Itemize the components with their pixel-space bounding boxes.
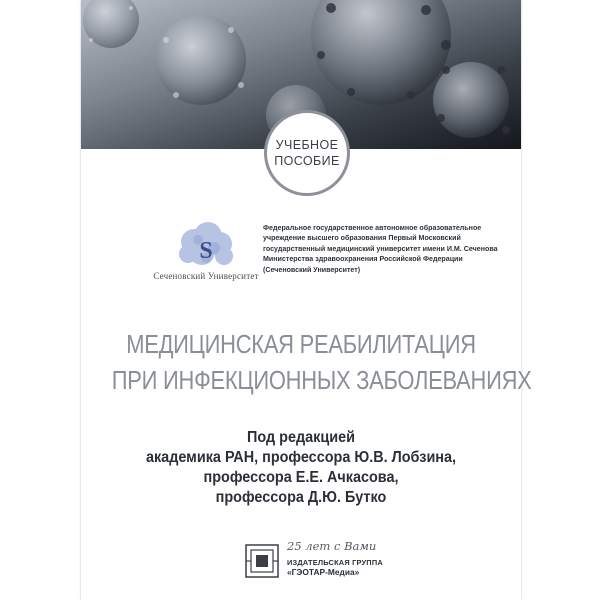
university-caption: Сеченовский Университет xyxy=(153,271,259,281)
book-cover xyxy=(81,0,532,600)
book-title xyxy=(81,327,532,399)
tree-logo-icon xyxy=(174,222,238,270)
institution-block xyxy=(263,223,498,275)
editors-line: профессора Д.Ю. Бутко xyxy=(215,489,387,506)
logo-letter: S xyxy=(199,238,213,264)
publisher-anniversary: 25 лет с Вами xyxy=(287,539,377,553)
badge-line-2: ПОСОБИЕ xyxy=(274,154,340,168)
institution-line: государственный медицинский университет имени И.М. Сеченова xyxy=(263,244,498,253)
editors-line: Под редакцией xyxy=(247,429,355,446)
publisher-block xyxy=(245,540,395,580)
editors-block xyxy=(81,428,521,508)
editors-line: академика РАН, профессора Ю.В. Лобзина, xyxy=(145,449,457,466)
publisher-name: «ГЭОТАР-Медиа» xyxy=(287,567,360,577)
publisher-logo-icon xyxy=(245,544,279,578)
badge-line-1: УЧЕБНОЕ xyxy=(275,138,339,152)
title-line-2: ПРИ ИНФЕКЦИОННЫХ ЗАБОЛЕВАНИЯХ xyxy=(111,367,532,395)
textbook-badge xyxy=(264,110,350,196)
title-line-1: МЕДИЦИНСКАЯ РЕАБИЛИТАЦИЯ xyxy=(126,331,476,359)
institution-line: Министерства здравоохранения Российской Федерации xyxy=(263,255,463,264)
editors-line: профессора Е.Е. Ачкасова, xyxy=(203,469,399,486)
university-logo xyxy=(146,222,266,284)
publisher-group: ИЗДАТЕЛЬСКАЯ ГРУППА xyxy=(287,558,383,567)
institution-line: учреждение высшего образования Первый Московский xyxy=(263,234,461,243)
institution-line: Федеральное государственное автономное образовательное xyxy=(263,224,482,232)
institution-line: (Сеченовский Университет) xyxy=(263,265,361,274)
